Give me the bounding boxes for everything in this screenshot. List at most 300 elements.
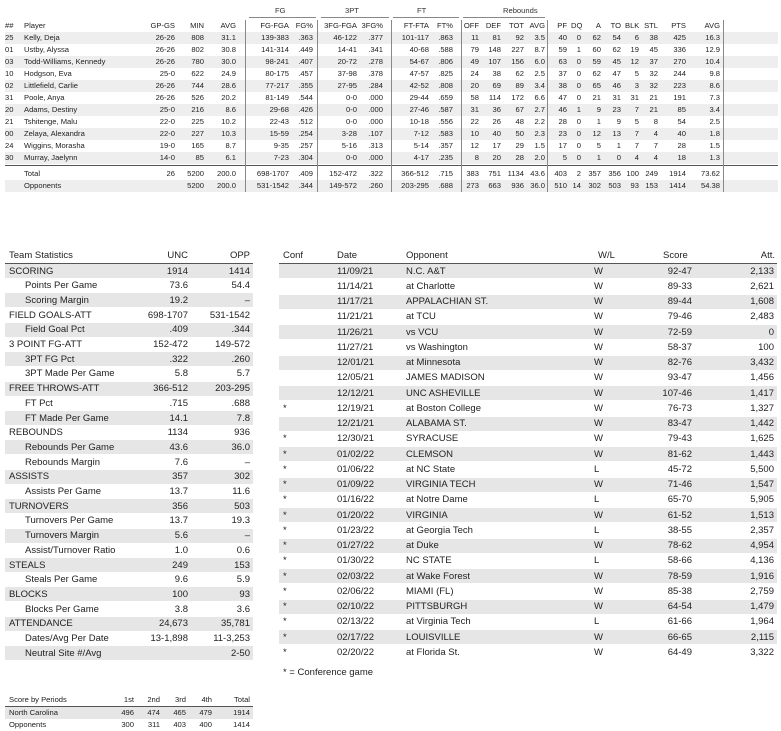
player-cell-tot: 172 (511, 93, 524, 102)
team-stat-label: Assists Per Game (25, 486, 102, 497)
player-cell-dq: 0 (576, 81, 581, 90)
totals-cell-fg-pct: .409 (298, 169, 313, 178)
col-header-ft-fta: FT-FTA (403, 21, 429, 30)
player-cell-tot: 48 (515, 117, 524, 126)
col-header-to: TO (610, 21, 621, 30)
periods-3rd: 465 (173, 708, 186, 717)
schedule-row (279, 478, 777, 492)
player-cell-avg: 30.0 (221, 57, 236, 66)
player-cell-tot: 92 (515, 33, 524, 42)
player-cell-fg-fga: 7-23 (273, 153, 289, 162)
player-cell-gp-gs: 26-26 (155, 33, 175, 42)
player-cell-pts: 270 (673, 57, 686, 66)
totals-cell-min: 5200 (187, 169, 204, 178)
opponents-cell-fg-fga: 531-1542 (256, 181, 289, 190)
team-stat-label: Turnovers Per Game (25, 515, 114, 527)
schedule-date: 11/14/21 (337, 280, 374, 292)
totals-cell-tot: 1134 (507, 169, 524, 178)
periods-label: Opponents (9, 720, 47, 729)
player-cell-player: Zelaya, Alexandra (24, 129, 85, 138)
team-stat-label: Dates/Avg Per Date (25, 633, 109, 644)
schedule-att: 4,954 (750, 540, 774, 551)
column-divider (391, 20, 392, 192)
player-cell-to: 0 (616, 153, 621, 162)
team-stat-row (5, 308, 253, 322)
player-cell-blk: 5 (634, 117, 639, 126)
schedule-score: 38-55 (667, 524, 692, 536)
player-cell-gp-gs: 26-26 (155, 81, 175, 90)
col-header-pf: PF (557, 21, 567, 30)
player-cell-reb-avg: 3.4 (534, 81, 545, 90)
schedule-row (279, 279, 777, 293)
player-cell-a: 60 (592, 45, 601, 54)
team-stat-label: FREE THROWS-ATT (9, 383, 100, 395)
player-cell-pts-avg: 1.5 (709, 141, 720, 150)
player-cell-player: Adams, Destiny (24, 105, 78, 114)
schedule-row (279, 554, 777, 568)
player-cell-pf: 37 (558, 69, 567, 78)
team-stat-row (5, 411, 253, 425)
player-cell-tot: 29 (515, 141, 524, 150)
schedule-score: 64-54 (667, 601, 692, 612)
opponents-cell-player: Opponents (24, 181, 62, 190)
player-cell-off: 20 (470, 81, 479, 90)
group-header-3pt: 3PT (345, 6, 359, 15)
player-cell-fg-pct: .363 (298, 33, 313, 42)
player-cell-dq: 0 (576, 117, 581, 126)
schedule-score: 89-33 (667, 280, 692, 292)
schedule-header-date: Date (337, 250, 358, 261)
team-stat-label: Scoring Margin (25, 294, 89, 306)
schedule-score: 71-46 (667, 479, 692, 490)
column-divider (317, 20, 318, 192)
team-stat-opp: 149-572 (215, 339, 250, 350)
periods-1st: 300 (121, 720, 134, 729)
player-cell-num: 10 (5, 69, 14, 78)
team-stat-unc: 698-1707 (147, 309, 188, 321)
player-cell-avg: 31.1 (221, 33, 236, 42)
player-cell-avg: 8.7 (225, 141, 236, 150)
schedule-wl: W (594, 509, 603, 521)
team-stat-opp: 5.7 (236, 368, 250, 380)
player-cell-def: 40 (492, 129, 501, 138)
player-cell-ft-fta: 47-57 (409, 69, 429, 78)
player-cell-fg-pct: .407 (298, 57, 313, 66)
team-stat-row (5, 367, 253, 381)
player-cell-ft-fta: 7-12 (413, 129, 429, 138)
team-stat-label: FIELD GOALS-ATT (9, 309, 92, 321)
player-cell-fg-fga: 9-35 (273, 141, 289, 150)
team-stat-opp: 302 (234, 471, 250, 483)
totals-cell-blk: 100 (626, 169, 639, 178)
player-cell-stl: 32 (649, 69, 658, 78)
col-header-num: ## (5, 21, 14, 30)
opponents-cell-avg: 200.0 (216, 181, 236, 190)
schedule-conf: * (283, 524, 287, 536)
opponents-cell-to: 503 (608, 181, 621, 190)
team-stat-opp: – (244, 530, 250, 542)
schedule-att: 2,133 (750, 265, 774, 277)
player-cell-pf: 5 (562, 153, 567, 162)
team-stat-label: STEALS (9, 559, 46, 571)
team-stat-opp: 11.6 (232, 486, 250, 497)
conference-footnote: * = Conference game (283, 667, 374, 678)
totals-cell-off: 383 (466, 169, 479, 178)
player-cell-num: 02 (5, 81, 14, 90)
player-cell-fg-pct: .544 (298, 93, 313, 102)
schedule-att: 2,357 (750, 524, 774, 536)
player-cell-blk: 12 (630, 57, 639, 66)
player-cell-off: 58 (470, 93, 479, 102)
player-cell-pf: 23 (558, 129, 567, 138)
player-cell-a: 21 (592, 93, 601, 102)
schedule-score: 58-37 (667, 341, 692, 353)
schedule-date: 02/17/22 (337, 631, 374, 643)
team-stat-label: 3PT FG Pct (25, 353, 75, 365)
team-stat-unc: 7.6 (174, 456, 188, 468)
team-stat-opp: 2-50 (230, 647, 250, 659)
schedule-score: 76-73 (667, 402, 692, 414)
schedule-date: 02/13/22 (337, 616, 374, 628)
player-cell-ft-pct: .556 (438, 117, 453, 126)
schedule-score: 93-47 (667, 372, 692, 384)
team-stat-row (5, 602, 253, 616)
player-cell-def: 36 (492, 105, 501, 114)
schedule-row (279, 508, 777, 522)
player-cell-num: 24 (5, 141, 14, 150)
team-stat-unc: 9.6 (174, 574, 188, 586)
periods-1st: 496 (121, 708, 134, 717)
player-cell-blk: 4 (634, 153, 639, 162)
team-stat-unc: 366-512 (153, 383, 188, 395)
group-header-ft: FT (417, 6, 427, 15)
schedule-score: 61-52 (667, 509, 692, 521)
schedule-conf: * (283, 555, 287, 567)
team-stat-label: Points Per Game (25, 280, 98, 292)
opponents-cell-ft-pct: .688 (438, 181, 453, 190)
player-cell-ft-pct: .659 (438, 93, 453, 102)
player-cell-fg-fga: 15-59 (269, 129, 289, 138)
schedule-header-wl: W/L (598, 250, 615, 261)
schedule-date: 12/30/21 (337, 433, 374, 445)
col-header-tot: TOT (508, 21, 524, 30)
team-stat-label: REBOUNDS (9, 427, 63, 439)
player-cell-min: 780 (191, 57, 204, 66)
player-cell-fg-fga: 139-383 (261, 33, 289, 42)
player-cell-pts: 425 (673, 33, 686, 42)
player-cell-gp-gs: 26-26 (155, 57, 175, 66)
player-cell-to: 23 (612, 105, 621, 114)
schedule-opponent: SYRACUSE (406, 433, 459, 445)
team-stat-unc: .715 (169, 397, 188, 409)
totals-cell-stl: 249 (645, 169, 658, 178)
schedule-score: 92-47 (667, 265, 692, 277)
schedule-opponent: at Notre Dame (406, 494, 468, 506)
team-stat-opp: 35,781 (220, 618, 250, 630)
opponents-cell-def: 663 (488, 181, 501, 190)
schedule-opponent: at Georgia Tech (406, 524, 473, 536)
team-stat-unc: 13.7 (169, 486, 188, 497)
player-cell-blk: 5 (634, 69, 639, 78)
schedule-att: 1,479 (750, 601, 774, 612)
schedule-opponent: at Boston College (406, 402, 481, 414)
col-header-stl: STL (644, 21, 658, 30)
periods-3rd: 403 (173, 720, 186, 729)
schedule-row (279, 539, 777, 553)
schedule-row (279, 371, 777, 385)
player-cell-a: 59 (592, 57, 601, 66)
player-cell-fg-fga: 98-241 (265, 57, 289, 66)
player-cell-off: 22 (470, 117, 479, 126)
player-cell-off: 31 (470, 105, 479, 114)
team-stat-label: Assist/Turnover Ratio (25, 544, 116, 556)
team-stat-unc: 1914 (166, 265, 188, 277)
team-stat-label: 3PT Made Per Game (25, 368, 115, 380)
team-stat-opp: 153 (234, 559, 250, 571)
player-cell-pts-avg: 8.6 (709, 81, 720, 90)
schedule-score: 82-76 (667, 357, 692, 368)
player-cell-fg-pct: .257 (298, 141, 313, 150)
player-cell-player: Todd-Williams, Kennedy (24, 57, 106, 66)
schedule-score: 65-70 (667, 494, 692, 506)
player-cell-fg-fga: 29-68 (269, 105, 289, 114)
totals-cell-3fg-fga: 152-472 (329, 169, 357, 178)
schedule-opponent: at Virginia Tech (406, 616, 471, 628)
player-cell-to: 54 (612, 33, 621, 42)
player-cell-def: 81 (492, 33, 501, 42)
team-stat-label: Rebounds Margin (25, 456, 100, 468)
player-cell-stl: 8 (653, 117, 658, 126)
player-cell-to: 62 (612, 45, 621, 54)
totals-cell-avg: 200.0 (216, 169, 236, 178)
schedule-wl: W (594, 540, 603, 551)
player-cell-3fg-pct: .107 (368, 129, 383, 138)
team-stat-unc: 1134 (167, 427, 188, 439)
player-cell-fg-fga: 81-149 (265, 93, 289, 102)
player-cell-avg: 8.6 (225, 105, 236, 114)
team-stat-opp: .260 (231, 353, 250, 365)
totals-cell-player: Total (24, 169, 41, 178)
player-cell-a: 9 (596, 105, 601, 114)
player-cell-stl: 37 (649, 57, 658, 66)
player-cell-tot: 156 (511, 57, 524, 66)
opponents-cell-fg-pct: .344 (298, 181, 313, 190)
player-cell-def: 26 (492, 117, 501, 126)
schedule-date: 11/17/21 (337, 296, 374, 307)
player-cell-3fg-fga: 27-95 (337, 81, 357, 90)
schedule-row (279, 340, 777, 354)
schedule-wl: W (594, 341, 603, 353)
player-cell-min: 802 (191, 45, 204, 54)
player-cell-num: 31 (5, 93, 14, 102)
schedule-header-att: Att. (760, 250, 775, 261)
team-stat-row (5, 587, 253, 601)
player-cell-avg: 6.1 (225, 153, 236, 162)
schedule-date: 11/26/21 (337, 326, 374, 338)
player-cell-pts-avg: 9.8 (709, 69, 720, 78)
schedule-att: 5,500 (750, 463, 774, 475)
col-header-def: DEF (485, 21, 501, 30)
schedule-wl: W (594, 280, 603, 292)
schedule-opponent: at Minnesota (406, 357, 461, 368)
col-header-gp-gs: GP-GS (150, 21, 175, 30)
team-stat-opp: 7.8 (236, 412, 250, 424)
schedule-row (279, 600, 777, 614)
schedule-opponent: VIRGINIA TECH (406, 479, 476, 490)
player-cell-a: 62 (592, 33, 601, 42)
schedule-att: 1,442 (750, 418, 774, 429)
player-cell-def: 148 (488, 45, 501, 54)
team-stat-row (5, 632, 253, 646)
player-cell-min: 216 (191, 105, 204, 114)
player-cell-dq: 0 (576, 93, 581, 102)
opponents-cell-pts-avg: 54.38 (700, 181, 720, 190)
team-stat-unc: .409 (169, 324, 188, 336)
schedule-wl: W (594, 402, 603, 414)
schedule-att: 100 (758, 341, 774, 353)
player-cell-3fg-pct: .000 (368, 153, 383, 162)
schedule-opponent: UNC ASHEVILLE (406, 387, 481, 399)
column-divider (245, 20, 246, 192)
team-stat-row (5, 264, 253, 278)
schedule-wl: W (594, 631, 603, 643)
schedule-opponent: JAMES MADISON (406, 372, 485, 384)
player-cell-ft-fta: 10-18 (409, 117, 429, 126)
schedule-conf: * (283, 463, 287, 475)
player-cell-min: 526 (191, 93, 204, 102)
schedule-opponent: vs Washington (406, 341, 468, 353)
schedule-date: 01/06/22 (337, 463, 374, 475)
player-cell-3fg-pct: .000 (368, 105, 383, 114)
player-cell-3fg-fga: 3-28 (341, 129, 357, 138)
schedule-date: 11/21/21 (337, 311, 374, 323)
schedule-date: 02/03/22 (337, 570, 374, 582)
team-stat-row (5, 514, 253, 528)
player-cell-pf: 47 (558, 93, 567, 102)
player-cell-pts-avg: 3.4 (709, 105, 720, 114)
schedule-att: 2,115 (750, 631, 774, 643)
opponents-cell-blk: 93 (630, 181, 639, 190)
periods-2nd: 474 (147, 708, 160, 717)
schedule-date: 01/02/22 (337, 448, 374, 460)
player-cell-blk: 31 (630, 93, 639, 102)
totals-cell-ft-pct: .715 (438, 169, 453, 178)
schedule-opponent: VIRGINIA (406, 509, 448, 521)
team-stat-opp: 1414 (228, 265, 250, 277)
team-stat-unc: 1.0 (174, 544, 188, 556)
player-cell-fg-pct: .449 (298, 45, 313, 54)
player-cell-ft-fta: 5-14 (413, 141, 429, 150)
team-stat-label: TURNOVERS (9, 500, 69, 512)
player-cell-pf: 63 (558, 57, 567, 66)
team-stat-row (5, 470, 253, 484)
team-stats-header-label: Team Statistics (9, 250, 73, 261)
player-cell-def: 17 (492, 141, 501, 150)
col-header-dq: DQ (571, 21, 583, 30)
schedule-att: 2,759 (750, 585, 774, 597)
player-cell-ft-pct: .235 (438, 153, 453, 162)
team-stat-row (5, 573, 253, 587)
player-cell-def: 20 (492, 153, 501, 162)
player-cell-player: Littlefield, Carlie (24, 81, 79, 90)
player-cell-dq: 0 (576, 57, 581, 66)
schedule-opponent: ALABAMA ST. (406, 418, 467, 429)
player-cell-pf: 40 (558, 33, 567, 42)
schedule-conf: * (283, 601, 287, 612)
opponents-cell-stl: 153 (645, 181, 658, 190)
team-stat-opp: 93 (239, 588, 250, 600)
schedule-opponent: at Charlotte (406, 280, 456, 292)
schedule-row (279, 432, 777, 446)
team-stat-row (5, 279, 253, 293)
player-cell-tot: 28 (515, 153, 524, 162)
player-cell-reb-avg: 2.0 (534, 153, 545, 162)
schedule-score: 66-65 (667, 631, 692, 643)
team-stat-opp: 0.6 (236, 544, 250, 556)
schedule-att: 1,513 (750, 509, 774, 521)
team-stat-unc: 5.8 (174, 368, 188, 380)
team-stat-row (5, 485, 253, 499)
player-cell-3fg-pct: .000 (368, 117, 383, 126)
player-cell-player: Poole, Anya (24, 93, 65, 102)
player-cell-to: 47 (612, 69, 621, 78)
periods-row-opp (5, 719, 253, 731)
player-cell-pf: 38 (558, 81, 567, 90)
team-stat-opp: 503 (234, 500, 250, 512)
team-stat-label: FT Made Per Game (25, 412, 109, 424)
player-cell-a: 65 (592, 81, 601, 90)
player-cell-blk: 3 (634, 81, 639, 90)
schedule-score: 79-46 (667, 311, 692, 323)
schedule-header-conf: Conf (283, 250, 304, 261)
schedule-score: 64-49 (667, 646, 692, 658)
schedule-score: 81-62 (667, 448, 692, 460)
schedule-wl: W (594, 265, 603, 277)
player-cell-off: 12 (470, 141, 479, 150)
schedule-row (279, 569, 777, 583)
schedule-score: 72-59 (667, 326, 692, 338)
schedule-row (279, 401, 777, 415)
player-cell-def: 38 (492, 69, 501, 78)
col-header-reb-avg: AVG (529, 21, 545, 30)
totals-cell-fg-fga: 698-1707 (256, 169, 289, 178)
player-cell-fg-pct: .355 (298, 81, 313, 90)
schedule-date: 01/20/22 (337, 509, 374, 521)
team-stat-opp: 5.9 (236, 574, 250, 586)
team-stat-unc: 356 (172, 500, 188, 512)
schedule-opponent: LOUISVILLE (406, 631, 461, 643)
schedule-opponent: at Duke (406, 540, 439, 551)
schedule-opponent: at Florida St. (406, 646, 460, 658)
player-cell-reb-avg: 2.5 (534, 69, 545, 78)
team-stat-opp: 19.3 (231, 515, 250, 527)
player-cell-3fg-fga: 20-72 (337, 57, 357, 66)
schedule-opponent: at NC State (406, 463, 456, 475)
schedule-opponent: CLEMSON (406, 448, 453, 460)
col-header-min: MIN (190, 21, 204, 30)
schedule-score: 45-72 (667, 463, 692, 475)
schedule-date: 01/30/22 (337, 555, 374, 567)
totals-cell-3fg-pct: .322 (368, 169, 383, 178)
schedule-date: 11/27/21 (337, 341, 374, 353)
opponents-cell-tot: 936 (511, 181, 524, 190)
player-cell-a: 5 (596, 141, 601, 150)
col-header-blk: BLK (625, 21, 640, 30)
player-cell-3fg-pct: .278 (368, 57, 383, 66)
player-cell-def: 114 (488, 93, 501, 102)
player-cell-blk: 6 (634, 33, 639, 42)
team-stat-unc: 73.6 (169, 280, 188, 292)
